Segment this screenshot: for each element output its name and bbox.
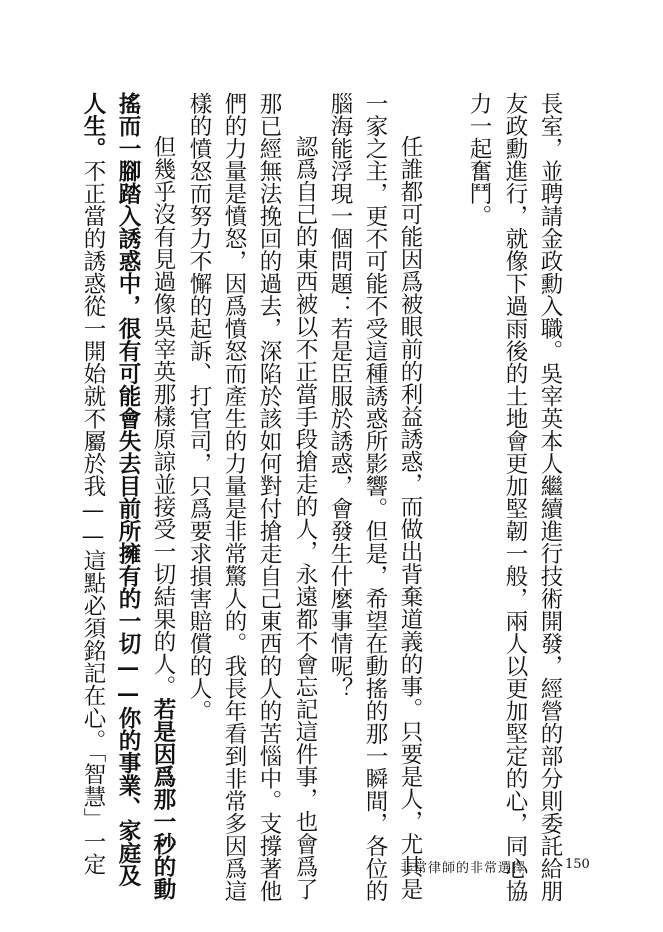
text-column: 那已經無法挽回的過去，深陷於該如何對付搶走自己東西的人的苦惱中。支撐著他: [256, 92, 282, 902]
text-column: 腦海能浮現一個問題：若是臣服於誘惑，會發生什麼事情呢？: [327, 92, 353, 700]
emphasis-text: 若是因爲那一秒的動: [150, 697, 176, 900]
emphasis-text: 人生。: [80, 92, 106, 160]
text-column: 認爲自己的東西被以不正當手段搶走的人，永遠都不會忘記這件事，也會爲了: [292, 135, 318, 900]
text-column: 但幾乎沒有見過像吳宰英那樣原諒並接受一切結果的人。若是因爲那一秒的動: [150, 135, 176, 900]
text-column: 人生。不正當的誘惑從一開始就不屬於我——這點必須銘記在心。「智慧」一定: [80, 92, 106, 876]
text-column: 友政勳進行，就像下過雨後的土地會更加堅韌一般，兩人以更加堅定的心，同心協: [502, 92, 528, 902]
text-column-emphasis: 搖而一腳踏入誘惑中，很有可能會失去目前所擁有的一切——你的事業、家庭及: [115, 92, 141, 887]
text-column: 任誰都可能因爲被眼前的利益誘惑，而做出背棄道義的事。只要是人，尤其是: [397, 135, 423, 900]
text-column: 力一起奮鬥。: [466, 92, 492, 227]
book-title-footer: 非常律師的非常選擇: [400, 861, 527, 876]
page-number: 150: [565, 857, 590, 872]
text-column: 一家之主，更不可能不受這種誘惑所影響。但是，希望在動搖的那一瞬間，各位的: [362, 92, 388, 902]
text-column: 長室，並聘請金政勳入職。吳宰英本人繼續進行技術開發，經營的部分則委託給朋: [537, 92, 563, 902]
text-column: 樣的憤怒而努力不懈的起訴、打官司，只爲要求損害賠償的人。: [186, 92, 212, 722]
text-column: 們的力量是憤怒，因爲憤怒而產生的力量是非常驚人的。我長年看到非常多因爲這: [221, 92, 247, 902]
